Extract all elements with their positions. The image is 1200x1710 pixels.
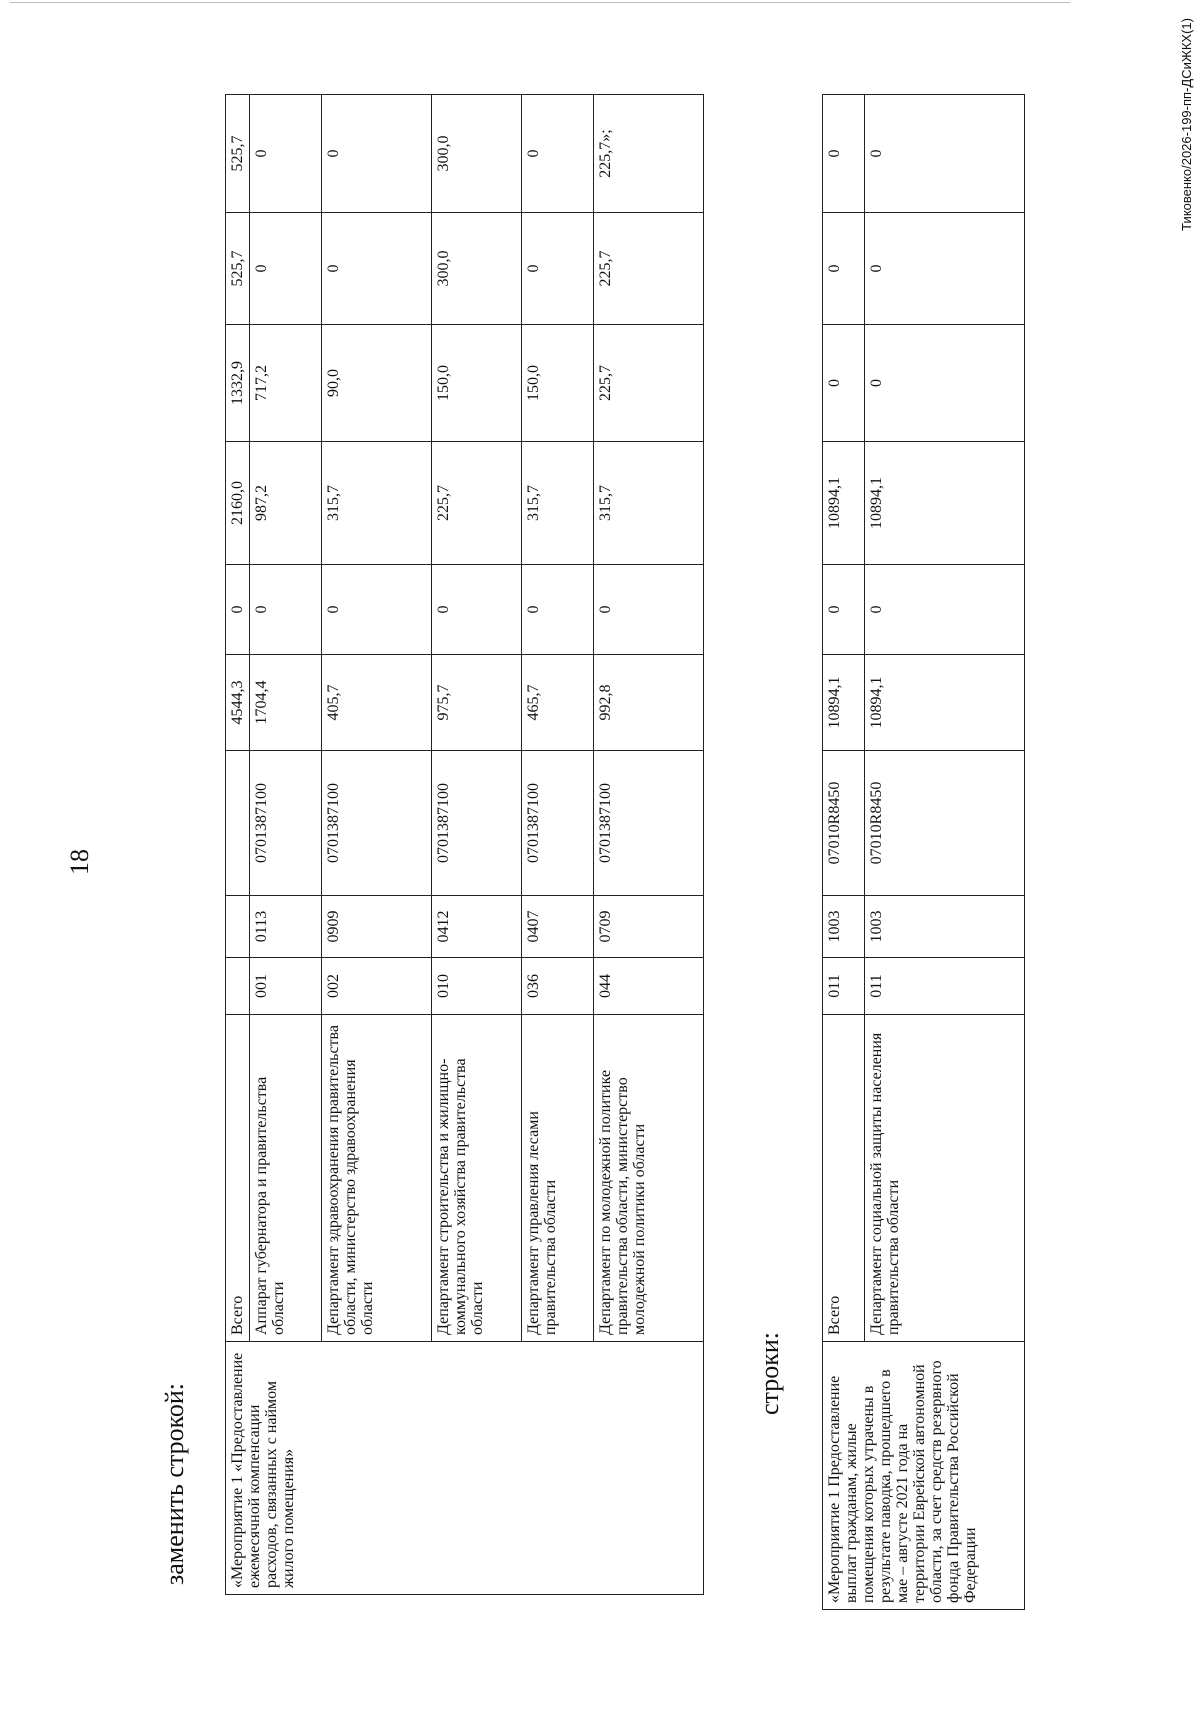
csr-cell: 07010R8450 xyxy=(865,751,1025,896)
row-name: Всего xyxy=(823,1015,865,1342)
grbs-cell: 036 xyxy=(522,958,594,1015)
row-name: Департамент по молодежной политике правительства области, министерство молодежной политики области xyxy=(594,1015,704,1342)
page-number: 18 xyxy=(65,849,94,875)
table-replaced-rows xyxy=(822,94,1025,1610)
value-cell: 1332,9 xyxy=(226,325,250,442)
value-cell: 717,2 xyxy=(250,325,322,442)
csr-cell xyxy=(226,751,250,896)
grbs-cell: 011 xyxy=(865,958,1025,1015)
table-replacement xyxy=(225,94,704,1595)
value-cell: 10894,1 xyxy=(823,442,865,565)
value-cell: 0 xyxy=(865,565,1025,655)
grbs-cell: 002 xyxy=(322,958,432,1015)
row-name: Аппарат губернатора и правительства области xyxy=(250,1015,322,1342)
value-cell: 0 xyxy=(250,95,322,213)
value-cell: 4544,3 xyxy=(226,655,250,751)
csr-cell: 07010R8450 xyxy=(823,751,865,896)
grbs-cell: 011 xyxy=(823,958,865,1015)
row-name: Департамент социальной защиты населения правительства области xyxy=(865,1015,1025,1342)
document-id-footer: Тиковенко/2026-199-пп-ДСиЖКХ(1) xyxy=(1179,18,1194,231)
value-cell: 0 xyxy=(322,213,432,325)
rzpr-cell: 0709 xyxy=(594,896,704,958)
measure-cell: «Мероприятие 1 «Предоставление ежемесячной компенсации расходов, связанных с наймом жилого помещения» xyxy=(226,1342,704,1595)
value-cell: 525,7 xyxy=(226,95,250,213)
value-cell: 992,8 xyxy=(594,655,704,751)
csr-cell: 0701387100 xyxy=(522,751,594,896)
value-cell: 10894,1 xyxy=(865,442,1025,565)
value-cell: 0 xyxy=(250,213,322,325)
value-cell: 0 xyxy=(823,565,865,655)
grbs-cell xyxy=(226,958,250,1015)
value-cell: 0 xyxy=(594,565,704,655)
value-cell: 300,0 xyxy=(432,95,522,213)
value-cell: 1704,4 xyxy=(250,655,322,751)
value-cell: 0 xyxy=(865,325,1025,442)
value-cell: 525,7 xyxy=(226,213,250,325)
value-cell: 987,2 xyxy=(250,442,322,565)
grbs-cell: 044 xyxy=(594,958,704,1015)
value-cell: 0 xyxy=(226,565,250,655)
value-cell: 315,7 xyxy=(522,442,594,565)
value-cell: 0 xyxy=(823,95,865,213)
value-cell: 0 xyxy=(432,565,522,655)
value-cell: 0 xyxy=(250,565,322,655)
value-cell: 2160,0 xyxy=(226,442,250,565)
rzpr-cell xyxy=(226,896,250,958)
csr-cell: 0701387100 xyxy=(322,751,432,896)
value-cell: 150,0 xyxy=(432,325,522,442)
value-cell: 90,0 xyxy=(322,325,432,442)
grbs-cell: 010 xyxy=(432,958,522,1015)
value-cell: 0 xyxy=(522,213,594,325)
rzpr-cell: 0113 xyxy=(250,896,322,958)
csr-cell: 0701387100 xyxy=(432,751,522,896)
value-cell: 0 xyxy=(522,95,594,213)
value-cell: 0 xyxy=(823,213,865,325)
value-cell: 405,7 xyxy=(322,655,432,751)
rzpr-cell: 1003 xyxy=(823,896,865,958)
value-cell: 465,7 xyxy=(522,655,594,751)
value-cell: 225,7 xyxy=(432,442,522,565)
value-cell: 0 xyxy=(322,95,432,213)
value-cell: 0 xyxy=(865,95,1025,213)
value-cell: 225,7 xyxy=(594,325,704,442)
value-cell: 0 xyxy=(522,565,594,655)
rzpr-cell: 0407 xyxy=(522,896,594,958)
rzpr-cell: 0412 xyxy=(432,896,522,958)
value-cell: 10894,1 xyxy=(865,655,1025,751)
value-cell: 300,0 xyxy=(432,213,522,325)
value-cell: 0 xyxy=(322,565,432,655)
value-cell: 225,7»; xyxy=(594,95,704,213)
table-row xyxy=(823,95,865,1610)
csr-cell: 0701387100 xyxy=(594,751,704,896)
heading-rows: строки: xyxy=(755,1332,784,1415)
value-cell: 225,7 xyxy=(594,213,704,325)
rzpr-cell: 1003 xyxy=(865,896,1025,958)
value-cell: 975,7 xyxy=(432,655,522,751)
row-name: Департамент строительства и жилищно-коммунального хозяйства правительства области xyxy=(432,1015,522,1342)
rzpr-cell: 0909 xyxy=(322,896,432,958)
measure-cell: «Мероприятие 1 Предоставление выплат гражданам, жилые помещения которых утрачены в результате паводка, прошедшего в мае – августе 2021 года на территории Еврейской автономной области, за счет средств резервного фонда Правительства Российской Федерации xyxy=(823,1342,1025,1610)
value-cell: 0 xyxy=(865,213,1025,325)
row-name: Департамент здравоохранения правительства области, министерство здравоохранения области xyxy=(322,1015,432,1342)
heading-replace: заменить строкой: xyxy=(160,1382,189,1585)
row-name: Департамент управления лесами правительства области xyxy=(522,1015,594,1342)
value-cell: 10894,1 xyxy=(823,655,865,751)
grbs-cell: 001 xyxy=(250,958,322,1015)
row-name: Всего xyxy=(226,1015,250,1342)
table-row xyxy=(226,95,250,1595)
csr-cell: 0701387100 xyxy=(250,751,322,896)
value-cell: 315,7 xyxy=(594,442,704,565)
value-cell: 0 xyxy=(823,325,865,442)
value-cell: 315,7 xyxy=(322,442,432,565)
value-cell: 150,0 xyxy=(522,325,594,442)
